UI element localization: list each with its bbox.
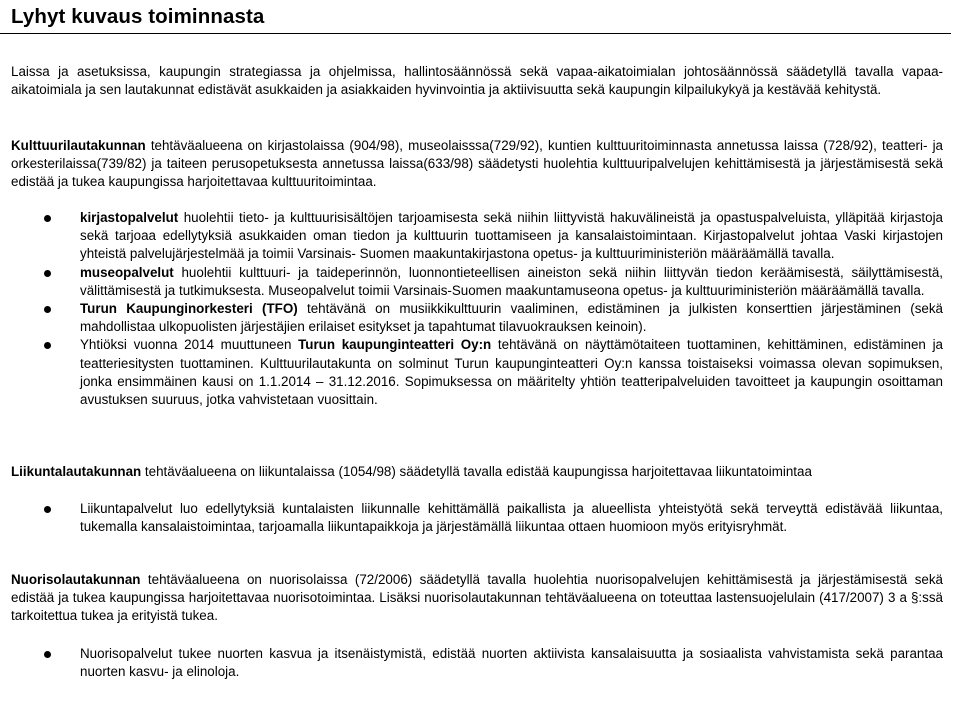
item-bold: Turun kaupunginteatteri Oy:n [298,337,492,353]
item-text: huolehtii kulttuuri- ja taideperinnön, luonnontieteellisen aineiston sekä niihin liittyvän tiedon keräämisestä, säilyttämisestä, välittämisestä ja tutkimuksesta. Museopalvelut toimii Varsinais-Suomen maakuntamuseona opetus- ja kulttuuriministeriön määräämällä tavalla. [80,264,943,298]
item-text: tehtävänä on musiikkikulttuurin vaaliminen, edistäminen ja julkisten konserttien järjestäminen (sekä mahdollistaa ulkopuolisten järjestäjien erilaiset esitykset ja tapahtumat tilavuokrauksen keinoin). [80,301,943,335]
section-heading [0,0,951,34]
youth-text: tehtäväalueena on nuorisolaissa (72/2006) säädetyllä tavalla huolehtia nuorisopalvelujen kehittämisestä ja järjestämisestä sekä edistää ja tukea kaupungissa harjoitettavaa nuorisotoimintaa. Lisäksi nuorisolautakunnan tehtäväalueena on toteuttaa lastensuojelulain (417/2007) 3 a §:ssä tarkoitettua tukea ja erityistä tukea. [11,572,943,624]
sports-bullet-list [0,500,960,536]
culture-paragraph [11,137,943,192]
heading-text: Lyhyt kuvaus toiminnasta [11,5,265,28]
bullet-icon [44,270,51,277]
bullet-icon [44,342,51,349]
bullet-icon [44,306,51,313]
youth-paragraph [11,571,943,626]
bullet-icon [44,506,51,513]
list-item [0,264,943,300]
bullet-icon [44,215,51,222]
culture-bullet-list [0,209,960,409]
intro-paragraph: Laissa ja asetuksissa, kaupungin strategiassa ja ohjelmissa, hallintosäännössä sekä vapaa-aikatoimialan johtosäännössä säädetyllä tavalla vapaa-aikatoimiala ja sen lautakunnat edistävät asukkaiden ja asiakkaiden hyvinvointia ja aktiivisuutta sekä kaupungin kilpailukykyä ja kestävää kehitystä. [11,64,943,98]
item-bold: museopalvelut [80,264,174,280]
bullet-icon [44,651,51,658]
item-text: tehtävänä on näyttämötaiteen tuottaminen, kehittäminen, edistäminen ja teatteriesitysten tuottaminen. Kulttuurilautakunta on solminut Turun kaupunginteatteri Oy:n kanssa toistaiseksi voimassa olevan sopimuksen, jonka ensimmäinen kausi on 1.1.2014 – 31.12.2016. Sopimuksessa on määritelty yhtiön teatteripalveluiden tavoitteet ja kaupungin osoittaman avustuksen suuruus, jotka vahvistetaan vuosittain. [80,337,943,408]
item-bold: Turun Kaupunginorkesteri (TFO) [80,301,298,317]
culture-text: tehtäväalueena on kirjastolaissa (904/98), museolaisssa(729/92), kuntien kulttuuritoiminnasta annetussa laissa (728/92), teatteri- ja orkesterilaissa(739/82) ja taiteen perusopetuksesta annetussa laissa(633/98) säädetysti huolehtia kulttuuripalvelujen kehittämisestä ja järjestämisestä sekä edistää ja tukea kaupungissa harjoitettavaa kulttuuritoimintaa. [11,138,943,190]
sports-paragraph [11,463,943,481]
sports-text: tehtäväalueena on liikuntalaissa (1054/98) säädetyllä tavalla edistää kaupungissa harjoitettavaa liikuntatoimintaa [141,464,812,479]
list-item [0,336,943,409]
item-pre: Yhtiöksi vuonna 2014 muuttuneen [80,337,299,353]
item-bold: kirjastopalvelut [80,210,179,225]
culture-board-name: Kulttuurilautakunnan [11,138,146,153]
sports-board-name: Liikuntalautakunnan [11,464,142,479]
item-text: Nuorisopalvelut tukee nuorten kasvua ja itsenäistymistä, edistää nuorten aktiivista kansalaisuutta ja sosiaalista vahvistamista sekä parantaa nuorten kasvu- ja elinoloja. [80,646,943,680]
item-text: huolehtii tieto- ja kulttuurisisältöjen tarjoamisesta sekä niihin liittyvistä hakuvälineistä ja opastuspalveluista, ylläpitää kirjastoja sekä tarjoaa edellytyksiä asukkaiden oman tiedon ja kulttuurin tuottamiseen ja kansalaistoimintaan. Kirjastopalvelut johtaa Vaski kirjastojen yhteistä palvelujärjestelmää ja toimii Varsinais- Suomen maakuntakirjastona opetus- ja kulttuuriministeriön määräämällä tavalla. [80,210,943,262]
youth-bullet-list [0,645,960,681]
item-text: Liikuntapalvelut luo edellytyksiä kuntalaisten liikunnalle kehittämällä paikallista ja alueellista yhteistyötä sekä terveyttä edistävää liikuntaa, tukemalla kansalaistoimintaa, tarjoamalla liikuntapaikkoja ja järjestämällä liikuntaa ottaen huomioon myös erityisryhmät. [80,501,943,535]
list-item [0,645,943,681]
list-item [0,300,943,336]
list-item [0,500,943,536]
list-item [0,209,943,264]
youth-board-name: Nuorisolautakunnan [11,572,141,587]
